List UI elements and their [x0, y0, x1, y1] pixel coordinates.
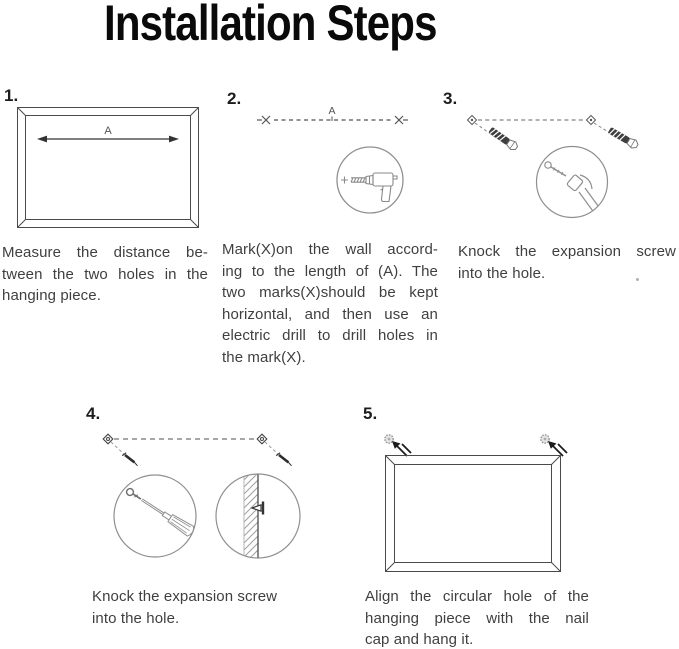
screw-icon [122, 452, 139, 467]
caption-line: hanging piece with the nail [365, 609, 589, 627]
anchor-screws-icon [455, 106, 665, 230]
dimension-label: A [104, 125, 112, 137]
page-title: Installation Steps [104, 0, 437, 51]
step-1-number: 1. [4, 86, 19, 105]
step-2-caption [222, 239, 438, 368]
measure-arrow-icon [37, 125, 179, 142]
step-3-number: 3. [443, 89, 458, 108]
step-5-number: 5. [363, 404, 378, 423]
step-2-number: 2. [227, 89, 242, 108]
picture-frame-icon [386, 456, 561, 572]
picture-frame-icon [17, 107, 199, 228]
caption-line: two marks(X)should be kept [222, 284, 438, 301]
wall-marks-icon [255, 105, 410, 129]
caption-line: Align the circular hole of the [365, 588, 589, 605]
caption-line: Measure the distance be- [2, 244, 208, 261]
step-5-caption [365, 586, 589, 649]
dimension-label: A [328, 105, 336, 117]
caption-line: tween the two holes in the [2, 265, 208, 283]
caption-line: Knock the expansion screw [458, 243, 676, 260]
step-4-number: 4. [86, 404, 101, 423]
caption-line: hanging piece. [2, 287, 101, 304]
wall-section-icon [244, 466, 258, 562]
caption-line: ing to the length of (A). The [222, 262, 438, 280]
caption-line: Knock the expansion screw [92, 588, 278, 605]
drill-body [341, 173, 397, 202]
caption-line: electric drill to drill holes in [222, 327, 438, 344]
step-3-caption [458, 241, 676, 284]
screw-icon [276, 452, 293, 467]
caption-line: into the hole. [458, 264, 546, 282]
hammer-icon [545, 162, 601, 214]
expansion-screw-icon [607, 126, 639, 150]
caption-line: Mark(X)on the wall accord- [222, 241, 438, 258]
caption-line: horizontal, and then use an [222, 305, 438, 323]
screw-installation-icon [95, 428, 307, 562]
screwdriver-icon [124, 485, 195, 537]
arrow-up-left-icon [392, 441, 411, 456]
caption-line: cap and hang it. [365, 631, 474, 648]
caption-line: into the hole. [92, 609, 180, 627]
speck-dot [636, 278, 639, 281]
step-1-caption [2, 242, 208, 307]
arrow-up-left-icon [548, 441, 567, 456]
step-4-caption [92, 586, 312, 629]
expansion-screw-icon [488, 126, 519, 152]
nail-cap-icon [385, 435, 393, 443]
drill-icon [336, 146, 404, 214]
caption-line: the mark(X). [222, 348, 306, 366]
nail-cap-icon [541, 435, 549, 443]
hang-frame-icon [380, 428, 575, 574]
